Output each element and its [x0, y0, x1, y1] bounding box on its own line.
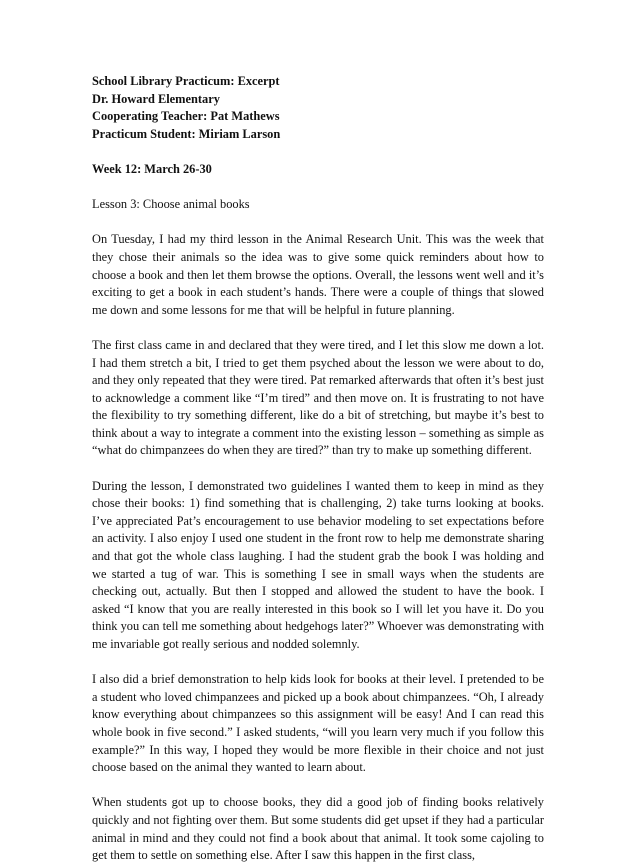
paragraph: When students got up to choose books, they did a good job of finding books relatively quickly and not fighting over them. But some students did get upset if they had a particular animal in mind and they could not find a book about that animal. It took some cajoling to get them to settle on something else. After I saw this happen in the first class,	[92, 795, 544, 863]
document-page	[92, 73, 544, 865]
paragraph: During the lesson, I demonstrated two guidelines I wanted them to keep in mind as they chose their books: 1) find something that is challenging, 2) take turns looking at books. I’ve appreciated Pat’s encouragement to use behavior modeling to set expectations before an activity. I also enjoy I used one student in the front row to help me demonstrate sharing and that got the whole class laughing. I had the student grab the book I was holding and we started a tug of war. This is something I see in small ways when the students are checking out, actually. But then I stopped and allowed the student to have the book. I asked “I know that you are really interested in this book so I will let you have it. Do you think you can tell me something about hedgehogs later?” Whoever was demonstrating with me invariable got really serious and nodded solemnly.	[92, 478, 544, 651]
header-practicum-student: Practicum Student: Miriam Larson	[92, 126, 281, 141]
header-title: School Library Practicum: Excerpt	[92, 74, 280, 88]
lesson-title: Lesson 3: Choose animal books	[92, 197, 250, 212]
header-school: Dr. Howard Elementary	[92, 91, 220, 106]
paragraph: The first class came in and declared that they were tired, and I let this slow me down a lot. I had them stretch a bit, I tried to get them psyched about the lesson we were about to do, and they only repeated that they were tired. Pat remarked afterwards that often it’s best just to acknowledge a comment like “I’m tired” and then move on. It is frustrating to not have the flexibility to try something different, like do a bit of stretching, but maybe it’s best to think about a way to integrate a comment into the existing lesson – something as simple as “what do chimpanzees do when they are tired?” than try to make up something different.	[92, 337, 544, 458]
document-header	[92, 73, 544, 143]
paragraph: On Tuesday, I had my third lesson in the Animal Research Unit. This was the week that they chose their animals so the idea was to give some quick reminders about how to choose a book and then let them browse the options. Overall, the lessons went well and it’s exciting to get a book in each student’s hands. There were a couple of things that slowed me down and some lessons for me that will be helpful in future planning.	[92, 232, 544, 317]
week-heading: Week 12: March 26-30	[92, 161, 212, 176]
header-cooperating-teacher: Cooperating Teacher: Pat Mathews	[92, 109, 280, 124]
paragraph: I also did a brief demonstration to help kids look for books at their level. I pretended to be a student who loved chimpanzees and picked up a book about chimpanzees. “Oh, I already know everything about chimpanzees so this assignment will be easy! And I can read this whole book in five second.” I asked students, “will you learn very much if you follow this example?” In this way, I hoped they would be more flexible in their choice and not just choose based on the animal they wanted to learn about.	[92, 672, 544, 775]
